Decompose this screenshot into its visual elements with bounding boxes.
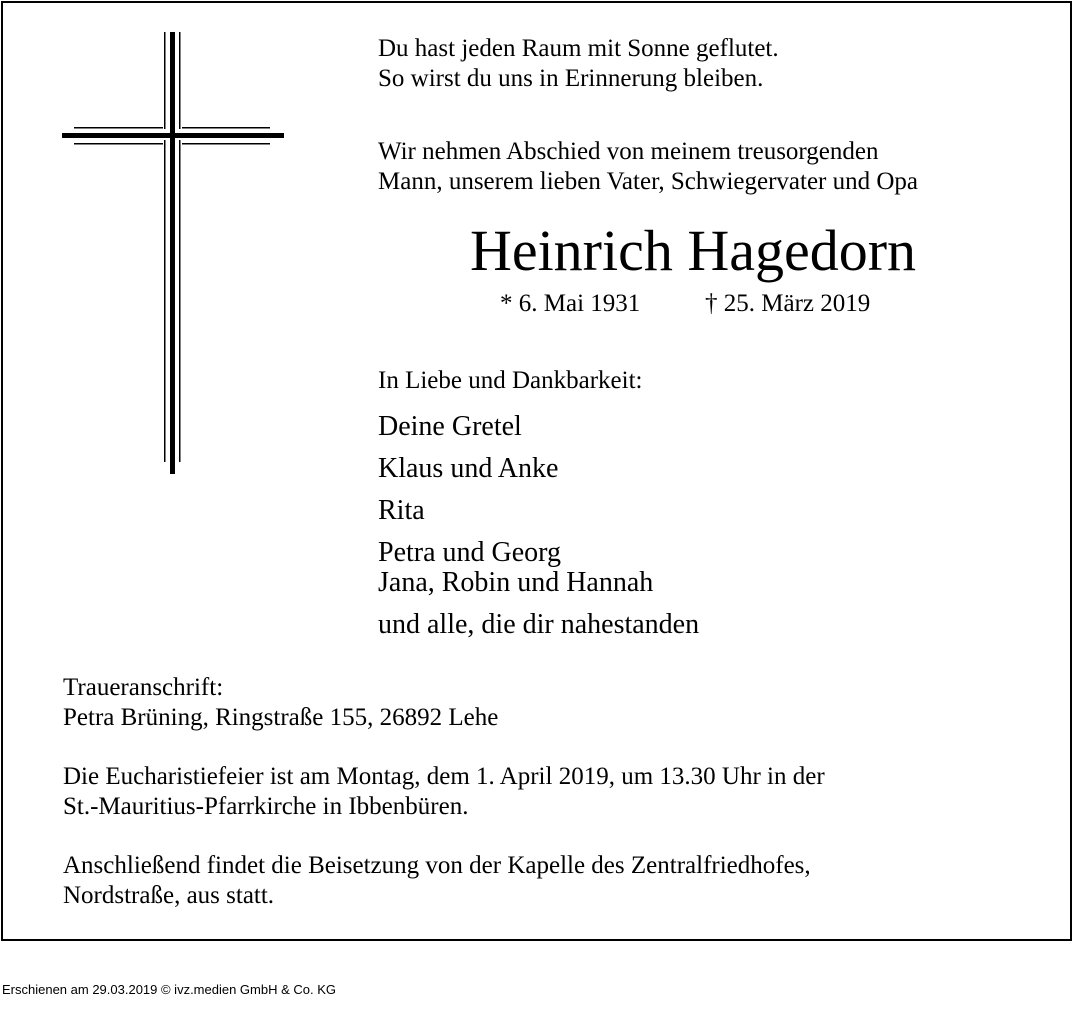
intro-line-2: So wirst du uns in Erinnerung bleiben. xyxy=(378,65,764,92)
address-label: Traueranschrift: xyxy=(63,674,224,701)
burial-line-2: Nordstraße, aus statt. xyxy=(63,882,275,909)
birth-date: * 6. Mai 1931 xyxy=(500,290,641,317)
announcement-line-2: Mann, unserem lieben Vater, Schwiegervater und Opa xyxy=(378,168,919,195)
death-date: † 25. März 2019 xyxy=(705,290,871,317)
mourner-name: Deine Gretel xyxy=(378,411,522,442)
intro-line-1: Du hast jeden Raum mit Sonne geflutet. xyxy=(378,35,779,62)
cross-icon xyxy=(62,32,284,474)
publication-credit: Erschienen am 29.03.2019 © ivz.medien GmbH & Co. KG xyxy=(2,982,337,997)
mourner-name: Jana, Robin und Hannah xyxy=(378,567,654,598)
address-value: Petra Brüning, Ringstraße 155, 26892 Lehe xyxy=(63,704,499,731)
service-line-2: St.-Mauritius-Pfarrkirche in Ibbenbüren. xyxy=(63,793,469,820)
service-line-1: Die Eucharistiefeier ist am Montag, dem 1. April 2019, um 13.30 Uhr in der xyxy=(63,763,825,790)
mourner-name: Klaus und Anke xyxy=(378,453,559,484)
mourner-name: Petra und Georg xyxy=(378,537,561,568)
mourners-heading: In Liebe und Dankbarkeit: xyxy=(378,367,643,394)
announcement-line-1: Wir nehmen Abschied von meinem treusorgenden xyxy=(378,138,879,165)
deceased-name: Heinrich Hagedorn xyxy=(469,218,917,283)
mourner-name: Rita xyxy=(378,495,425,526)
mourner-name: und alle, die dir nahestanden xyxy=(378,609,700,640)
burial-line-1: Anschließend findet die Beisetzung von der Kapelle des Zentralfriedhofes, xyxy=(63,852,811,879)
